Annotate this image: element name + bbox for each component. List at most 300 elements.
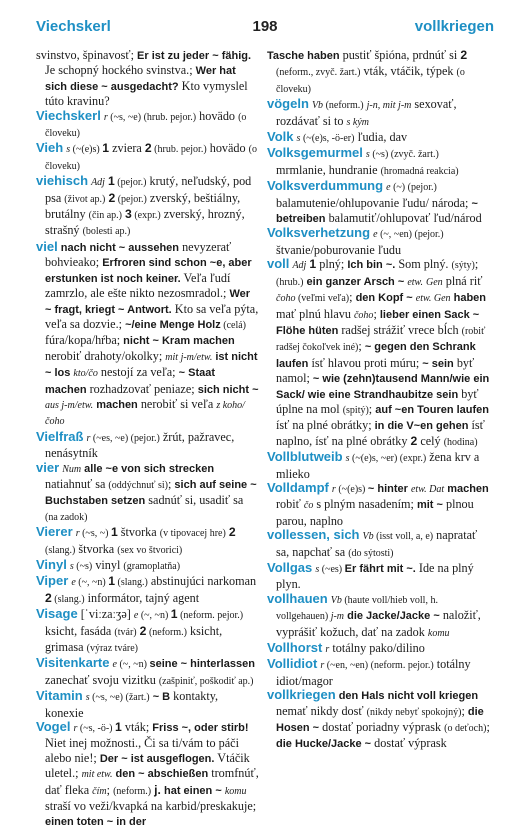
definition-text: mať plnú hlavu [276, 306, 354, 321]
note: (hrub.) [276, 276, 304, 288]
note: (~(e)s) [70, 144, 103, 156]
grammar-label: etw. [407, 276, 423, 288]
definition-text: Je schopný hockého svinstva.; [45, 63, 196, 78]
sense-number: 1 [309, 257, 317, 272]
grammar-label: Vb [330, 594, 342, 606]
definition-text: ksicht, fasáda [45, 623, 115, 638]
definition-text: zverský, beštiálny, brutálny [45, 190, 241, 222]
definition-text: natiahnuť sa [45, 476, 109, 491]
definition-text: nerobiť drahoty/okolky; [45, 348, 166, 363]
note: (žart.) [125, 692, 150, 704]
grammar-label: čím [92, 785, 107, 797]
definition-text: robiť [276, 497, 304, 512]
definition-text: Som plný. [395, 257, 452, 272]
note: (zašpiniť, poškodiť ap.) [158, 675, 254, 687]
definition-text: ; [461, 703, 468, 718]
definition-text: ; [167, 476, 175, 491]
definition-text: ; [474, 257, 479, 272]
note: (hrub. pejor.) [151, 144, 207, 156]
note: (sýty) [451, 260, 475, 272]
note: (robiť radšej čokoľvek iné) [276, 325, 486, 354]
grammar-label: e [112, 659, 117, 671]
headword: Vielfraß [36, 428, 84, 444]
note: (slang.) [115, 577, 148, 589]
definition-text: nestojí za veľa; [97, 365, 179, 380]
definition-text: nevyzerať bohvieako; [45, 239, 232, 270]
definition-text: totálny pako/dilino [329, 641, 425, 656]
grammar-label: s kým [346, 116, 370, 128]
example-phrase: ~/eine Menge Holz [125, 318, 221, 331]
note: (~s, ~e) [89, 692, 126, 704]
definition-text: celý [417, 433, 444, 448]
example-phrase: Erfroren sind schon ~e, aber erstunken ist noch keiner. [45, 257, 252, 285]
note: (~s) [73, 561, 93, 572]
note: (~, ~en) [377, 229, 415, 241]
definition-text: nemať nikdy dosť [276, 703, 367, 718]
example-phrase: ~ hinter [367, 482, 408, 495]
headword: Volk [267, 129, 294, 145]
note: (pejor.) [407, 182, 437, 194]
definition-text: Niet inej možnosti., Či sa ti/vám to páči alebo nie!; [45, 736, 239, 765]
example-phrase: Wer hat sich diese ~ ausgedacht? [45, 65, 236, 93]
headword: Volksverhetzung [267, 225, 371, 241]
grammar-label: komu [427, 627, 450, 639]
grammar-label: s [345, 453, 350, 465]
definition-text: nerobiť si veľa [137, 396, 217, 411]
headword: Volksverdummung [267, 178, 384, 194]
sense-number: 2 [45, 590, 52, 605]
grammar-label: r [73, 723, 78, 735]
headword: Vollhorst [267, 640, 323, 656]
example-phrase: lieber einen Sack ~ Flöhe hüten [276, 308, 480, 337]
note: (~s, -ö-) [77, 723, 116, 735]
headword: viel [36, 238, 58, 254]
example-phrase: ~ B [152, 691, 171, 704]
note: (o človeku) [45, 144, 257, 172]
note: (v tipovacej hre) [159, 528, 226, 540]
definition-text: plný; [316, 257, 348, 272]
left-guideword: Viechskerl [36, 18, 111, 35]
dictionary-entry [267, 179, 490, 226]
grammar-label: j-n, mit j-m [366, 100, 412, 112]
sense-number: 2 [144, 141, 152, 156]
definition-text: krutý, neľudský, pod psa [45, 174, 252, 205]
note: (o človeku) [276, 67, 465, 95]
note: (hodina) [443, 436, 478, 448]
definition-text: hovädo [206, 141, 249, 156]
definition-text: ; [368, 401, 376, 416]
grammar-label: e [71, 577, 76, 589]
headword: Vitamin [36, 688, 83, 704]
dictionary-entry [267, 561, 490, 592]
definition-text: napratať sa, napchať sa [276, 528, 478, 559]
dictionary-entry [267, 48, 490, 97]
grammar-label: r [325, 644, 330, 656]
grammar-label: etw. Dat [410, 483, 445, 495]
note: (hrub. pejor.) [143, 111, 197, 123]
note: (~es) [319, 564, 345, 575]
definition-text: abstinujúci narkoman [147, 574, 257, 589]
sense-number: 1 [170, 607, 178, 622]
sense-number: 2 [108, 190, 116, 205]
dictionary-entry [36, 48, 259, 109]
sense-number: 1 [115, 720, 122, 735]
sense-number: 2 [228, 525, 236, 540]
dictionary-entry [267, 641, 490, 657]
example-phrase: ~ Staat machen [45, 367, 216, 396]
dictionary-entry [36, 607, 259, 656]
grammar-label: s [296, 133, 301, 145]
definition-text: plná riť [442, 273, 483, 288]
dictionary-entry [267, 657, 490, 688]
grammar-label: s [69, 561, 74, 572]
definition-text: straší vo veži/kvapká na karbid/preskakuje; [45, 799, 257, 814]
note: (zvyč. žart.) [390, 149, 439, 161]
definition-text: Kto sa veľa pýta, veľa sa dozvie.; [45, 301, 259, 331]
example-phrase: ein ganzer Arsch ~ [306, 275, 405, 288]
note: (~s, ~e) [107, 111, 144, 123]
definition-text: radšej strážiť vrece bĺch [338, 322, 462, 337]
definition-text: dostať výprask [371, 736, 447, 751]
sense-number: 1 [110, 525, 118, 540]
definition-text: ; [373, 306, 380, 321]
definition-text: svinstvo, špinavosť; [36, 48, 138, 62]
dictionary-entry [267, 226, 490, 257]
headword: Volldampf [267, 479, 329, 495]
example-phrase: Er fährt mit ~. [344, 563, 416, 575]
definition-text: ; [106, 782, 114, 797]
dictionary-entry [36, 240, 259, 430]
grammar-label: aus j-m/etw. [45, 399, 94, 411]
definition-text: zanechať svoju vizitku [45, 672, 159, 687]
note: (neform.) [146, 626, 187, 638]
example-phrase: Der ~ ist ausgeflogen. [99, 752, 215, 765]
page-header [36, 18, 494, 40]
example-phrase: ~ gegen den Schrank laufen [276, 341, 476, 370]
note: (nikdy nebyť spokojný) [366, 706, 462, 718]
definition-text: fúra/kopa/hŕba; [45, 333, 124, 348]
grammar-label: s [85, 692, 90, 704]
note: (čin ap.) [88, 210, 122, 222]
note: (neform.) [323, 100, 364, 112]
left-column [36, 48, 259, 829]
note: (slang.) [51, 593, 85, 605]
dictionary-entry [36, 558, 259, 574]
definition-text: vták, vtáčik, týpek [360, 64, 457, 79]
dictionary-entry [267, 528, 490, 561]
note: (~s, ~) [79, 528, 111, 540]
dictionary-entry [36, 720, 259, 829]
definition-text: ; [358, 339, 365, 354]
grammar-label: Adj [292, 260, 307, 272]
definition-text: mrmlanie, hundranie [276, 162, 381, 177]
grammar-label: mit etw. [81, 769, 113, 781]
headword: viehisch [36, 173, 89, 189]
note: (bolesti ap.) [82, 226, 131, 238]
definition-text: rozhadzovať peniaze; [86, 381, 198, 396]
definition-text: ľudia, dav [354, 130, 408, 145]
example-phrase: Friss ~, oder stirb! [152, 722, 249, 735]
note: (neform.) [113, 785, 152, 797]
note: (~es, ~e) [90, 432, 131, 444]
definition-text: balamutenie/ohlupovanie ľudu/ národa; [276, 195, 472, 210]
grammar-label: Gen [426, 276, 443, 288]
grammar-label: z koho/čoho [45, 399, 245, 428]
definition-text: štvanie/poburovanie ľudu [276, 242, 402, 257]
example-phrase: machen [447, 482, 489, 495]
definition-text: Kto vymyslel túto kravinu? [45, 78, 248, 109]
headword: vollessen, sich [267, 527, 360, 543]
note: (neform. pejor.) [370, 660, 434, 672]
definition-text: zverský, hrozný, strašný [45, 207, 245, 238]
note: (~) [390, 182, 408, 194]
grammar-label: čoho [353, 309, 374, 321]
grammar-label: s [66, 144, 71, 156]
headword: Viechskerl [36, 107, 101, 123]
dictionary-entry [36, 461, 259, 526]
grammar-label: s [365, 149, 370, 161]
definition-text: byť namol; [276, 355, 475, 386]
note: (isst voll, a, e) [373, 531, 434, 543]
headword: Visitenkarte [36, 655, 110, 671]
definition-text: kontakty, konexie [45, 689, 219, 720]
dictionary-entry [36, 656, 259, 689]
note: (pejor.) [114, 177, 147, 189]
grammar-label: Num [62, 463, 82, 475]
note: (veľmi veľa) [295, 293, 350, 305]
grammar-label: r [320, 660, 325, 672]
example-phrase: die Hosen ~ [276, 705, 484, 735]
dictionary-entry [267, 257, 490, 450]
example-phrase: ~ betreiben [276, 197, 478, 226]
sense-number: 2 [460, 48, 468, 62]
dictionary-entry [267, 688, 490, 752]
note: (výraz tváre) [86, 643, 138, 655]
definition-text: plnou parou, naplno [276, 497, 474, 528]
grammar-label: s [315, 564, 320, 575]
definition-text: s plným nasadením; [313, 497, 417, 512]
note: (život ap.) [64, 193, 106, 205]
example-phrase: den ~ abschießen [115, 768, 209, 781]
note: (haute voll/hieb voll, h. vollgehauen) [276, 594, 438, 623]
definition-text: balamutiť/ohlupovať ľud/národ [325, 211, 482, 226]
grammar-label: komu [224, 785, 247, 797]
example-phrase: hat einen ~ [163, 784, 222, 797]
example-phrase: mit ~ [416, 499, 443, 512]
note: (celá) [220, 319, 247, 331]
note: (spitý) [342, 404, 369, 416]
example-phrase: sich auf seine ~ Buchstaben setzen [45, 478, 257, 508]
definition-text: štvorka [75, 541, 118, 556]
note: (expr.) [131, 210, 161, 222]
note: (neform., zvyč. žart.) [276, 67, 361, 79]
headword: Vollblutweib [267, 449, 343, 465]
example-phrase: Wer ~ fragt, kriegt ~ Antwort. [45, 288, 251, 316]
grammar-label: Vb [311, 100, 324, 112]
definition-text: ísť na plné obrátky; [276, 418, 375, 433]
headword: Vollgas [267, 560, 313, 575]
sense-number: 3 [125, 207, 132, 222]
definition-text: vták; [121, 720, 153, 735]
dictionary-entry [267, 592, 490, 641]
headword: Viper [36, 573, 69, 589]
note: (o deťoch) [444, 723, 487, 735]
dictionary-entry [267, 97, 490, 130]
note: (~, ~n) [138, 610, 171, 622]
note: (pejor.) [414, 229, 444, 241]
note: (sex vo štvorici) [117, 544, 183, 556]
grammar-label: Adj [91, 177, 105, 189]
sense-number: j. [154, 782, 161, 797]
definition-text: Ide na plný plyn. [276, 561, 474, 592]
note: (tvár) [114, 626, 137, 638]
definition-text: zviera [109, 141, 145, 156]
dictionary-entry [36, 109, 259, 142]
note: (o človeku) [45, 111, 247, 140]
definition-text: [ˈviːzaːʒə] [77, 607, 134, 622]
headword: vögeln [267, 96, 309, 112]
example-phrase: die Hucke/Jacke ~ [276, 738, 372, 751]
example-phrase: Tasche haben [267, 50, 340, 62]
definition-text: dostať poriadny výprask [319, 720, 445, 735]
headword: Volksgemurmel [267, 145, 363, 161]
note: (hromadná reakcia) [380, 165, 459, 177]
example-phrase: sich nicht ~ [197, 383, 259, 396]
dictionary-entry [36, 574, 259, 607]
definition-text: pustiť špióna, prdnúť si [339, 48, 461, 62]
definition-text: žrút, pažravec, nenásytník [45, 429, 235, 461]
headword: Vogel [36, 719, 71, 735]
grammar-label: Vb [362, 531, 374, 543]
headword: Vollidiot [267, 656, 318, 672]
dictionary-entry [267, 450, 490, 481]
grammar-label: e [386, 182, 391, 194]
headword: voll [267, 256, 290, 272]
definition-text: ísť naplno, ísť na plné obrátky [276, 418, 485, 448]
grammar-label: e [133, 610, 139, 622]
headword: vollkriegen [267, 687, 336, 703]
headword: Vieh [36, 140, 64, 156]
note: (~, ~n) [75, 577, 109, 589]
definition-text: byť úplne na mol [276, 386, 479, 416]
note: (~(e)s, -ö-er) [300, 133, 355, 145]
example-phrase: Er ist zu jeder ~ fähig. [137, 50, 252, 62]
definition-text: totálny idiot/magor [276, 657, 471, 688]
example-phrase: haben [453, 292, 487, 305]
example-phrase: nicht ~ Kram machen [123, 335, 235, 348]
example-phrase: die Jacke/Jacke ~ [347, 610, 440, 623]
example-phrase: ~ wie (zehn)tausend Mann/wie ein Sack/ wie eine Strandhaubitze sein [276, 373, 490, 401]
example-phrase: machen [96, 398, 138, 411]
note: (expr.) [399, 453, 427, 465]
definition-text: ; [349, 290, 356, 305]
definition-text: vinyl [92, 558, 124, 572]
example-phrase: ~ sein [422, 357, 454, 370]
definition-text: Vtáčik uletel.; [45, 750, 250, 781]
example-phrase: nach nicht ~ aussehen [60, 241, 180, 254]
sense-number: 1 [108, 174, 115, 189]
note: (na zadok) [45, 511, 88, 523]
dictionary-entry [267, 481, 490, 528]
dictionary-entry [36, 525, 259, 558]
grammar-label: e [373, 229, 378, 241]
grammar-label: r [86, 432, 91, 444]
grammar-label: kto/čo [73, 368, 98, 380]
grammar-label: r [331, 483, 336, 495]
headword: vier [36, 459, 60, 475]
note: (do sýtosti) [348, 547, 394, 559]
definition-text: ísť hlavou proti múru; [308, 355, 423, 370]
note: (pejor.) [115, 193, 147, 205]
note: (~(e)s, ~er) [349, 453, 400, 465]
definition-text: sexovať, rozdávať si to [276, 97, 457, 128]
page-number: 198 [252, 18, 278, 35]
example-phrase: in die V~en gehen [374, 420, 469, 433]
note: (pejor.) [130, 432, 160, 444]
note: (~en, ~en) [324, 660, 371, 672]
dictionary-entry [36, 174, 259, 240]
note: (~s) [369, 149, 391, 161]
sense-number: 2 [410, 433, 418, 448]
sense-number: 1 [102, 141, 110, 156]
definition-text: žena krv a mlieko [276, 450, 480, 481]
sense-number: 2 [139, 623, 147, 638]
definition-text: štvorka [117, 525, 160, 540]
headword: Vierer [36, 524, 73, 540]
grammar-label: r [103, 111, 108, 123]
grammar-label: r [75, 528, 80, 540]
definition-text: hovädo [196, 108, 239, 123]
note: (neform. pejor.) [177, 610, 244, 622]
example-phrase: seine ~ hinterlassen [149, 658, 255, 671]
dictionary-entry [36, 689, 259, 720]
headword: vollhauen [267, 590, 328, 606]
note: (gramoplatňa) [123, 561, 181, 572]
definition-text: naložiť, vyprášiť kožuch, dať na zadok [276, 608, 481, 639]
grammar-label: mit j-m/etw. [165, 351, 213, 363]
definition-text: ksicht, grimasa [45, 623, 223, 655]
definition-text: Veľa ľudí zamrzlo, ale ešte nikto nezosmradol.; [45, 270, 231, 301]
grammar-label: čo [303, 500, 314, 512]
right-guideword: vollkriegen [414, 18, 494, 35]
note: (~(e)s) [335, 483, 368, 495]
example-phrase: einen toten ~ in der [45, 815, 147, 828]
definition-text: sadnúť si, usadiť sa [145, 493, 244, 508]
dictionary-entry [267, 130, 490, 146]
example-phrase: den Hals nicht voll kriegen [338, 690, 479, 703]
note: (oddýchnuť si) [108, 479, 168, 491]
definition-text: informátor, tajný agent [84, 590, 200, 605]
dictionary-entry [36, 141, 259, 174]
note: (slang.) [45, 544, 76, 556]
example-phrase: den Kopf ~ [355, 292, 413, 305]
grammar-label: čoho [276, 293, 296, 305]
headword: Visage [36, 606, 78, 622]
grammar-label: etw. Gen [415, 293, 451, 305]
definition-text: tromfnúť, dať fleka [45, 766, 259, 797]
grammar-label: j-m [330, 611, 345, 623]
example-phrase: auf ~en Touren laufen [375, 403, 490, 416]
definition-text: ; [486, 720, 490, 735]
example-phrase: Ich bin ~. [347, 259, 396, 272]
right-column [267, 48, 490, 752]
dictionary-entry [36, 430, 259, 461]
headword: Vinyl [36, 557, 67, 572]
example-phrase: ist nicht ~ los [45, 350, 258, 380]
example-phrase: alle ~e von sich strecken [84, 462, 215, 475]
dictionary-entry [267, 146, 490, 179]
sense-number: 1 [108, 574, 116, 589]
